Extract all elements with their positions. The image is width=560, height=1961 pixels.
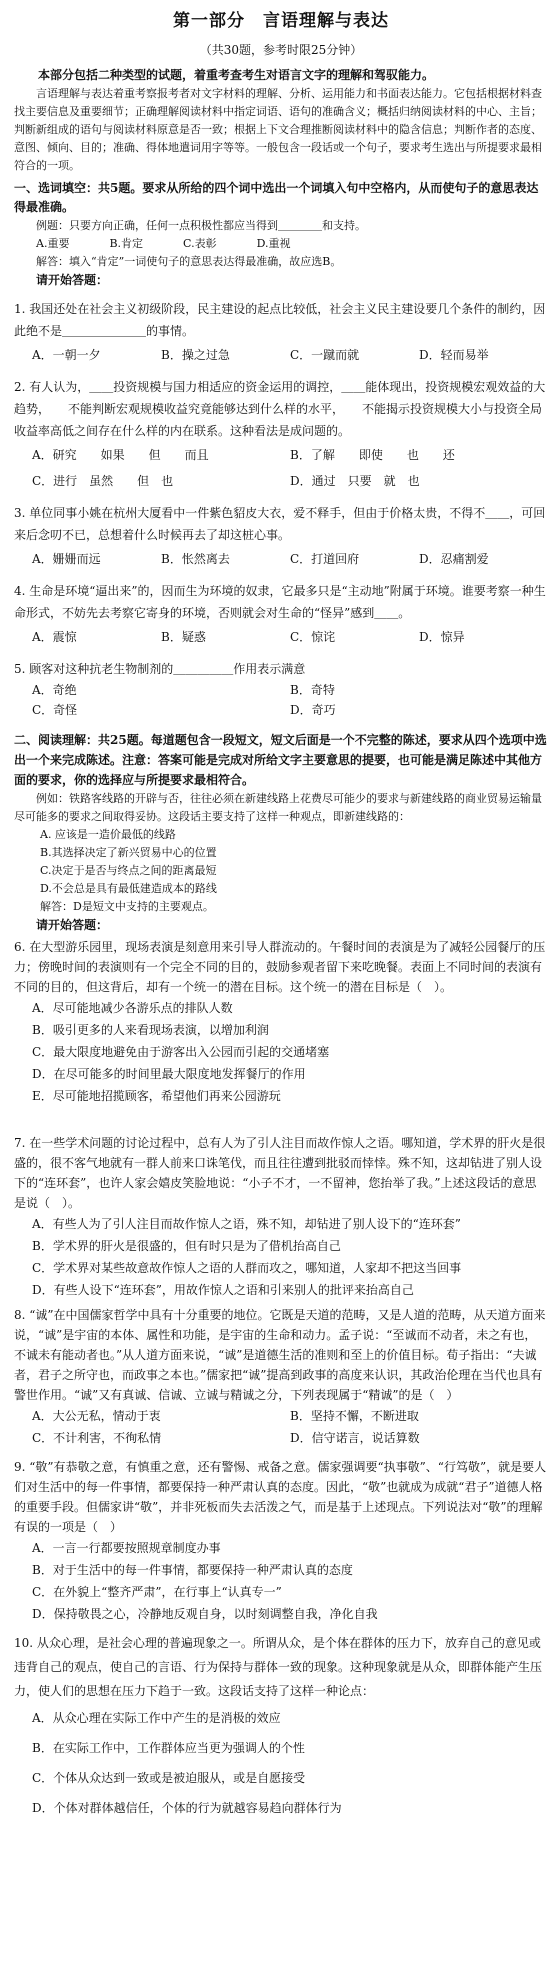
- question-5-options-row1: [14, 680, 548, 700]
- question-5-options-row2: [14, 700, 548, 720]
- question-7-options: [14, 1213, 548, 1301]
- question-9-text: 9. “敬”有恭敬之意，有慎重之意，还有警惕、戒备之意。儒家强调要“执事敬”、“行笃敬”，就是要人们对生活中的每一件事情，都要保持一种严肃认真的态度。因此，“敬”也就成为成就“君子”道德人格的重要手段。但儒家讲“敬”，并非死板而失去活泼之气，而是基于上述现点。下列说法对“敬”的理解有误的一项是（ ）: [14, 1460, 547, 1534]
- example2-option-c: C.决定于是否与终点之间的距离最短: [40, 864, 217, 877]
- question-1-option-c: C．一蹴而就: [290, 348, 360, 362]
- start2-label: 请开始答题：: [36, 918, 109, 932]
- question-9: [14, 1457, 548, 1625]
- question-7: [14, 1133, 548, 1301]
- question-7-option-a: A．有些人为了引人注目而故作惊人之语，殊不知，却钻进了别人设下的“连环套”: [32, 1217, 461, 1231]
- example2-option-d: D.不会总是具有最低建造成本的路线: [40, 882, 217, 895]
- question-3-options: [14, 546, 548, 572]
- question-2-text: 2. 有人认为，＿＿投资规模与国力相适应的资金运用的调控，＿＿能体现出，投资规模宏观效益的大趋势， 不能判断宏观规模收益究竟能够达到什么样的水平， 不能揭示投资规模大小与投资全局收益率高低之间存在什么样的内在联系。这种看法是成问题的。: [14, 380, 546, 438]
- intro-bold: 本部分包括二种类型的试题，着重考查考生对语言文字的理解和驾驭能力。: [38, 68, 435, 82]
- question-3-option-b: B．怅然离去: [161, 552, 230, 566]
- example1-answer: 解答：填入“肯定”一词使句子的意思表达得最准确，故应选B。: [36, 255, 342, 268]
- question-8-option-c: C．不计利害，不徇私情: [32, 1431, 162, 1445]
- question-6-text: 6. 在大型游乐园里，现场表演是刻意用来引导人群流动的。午餐时间的表演是为了减轻公园餐厅的压力；傍晚时间的表演则有一个完全不同的目的，鼓励参观者留下来吃晚餐。表面上不同时间的表演有不同的目的，但这背后，却有一个统一的潜在目标。这个统一的潜在目标是（ ）。: [14, 940, 546, 994]
- example2-stem: 例如：铁路客线路的开辟与否，往往必须在新建线路上花费尽可能少的要求与新建线路的商业贸易运输量尽可能多的要求之间取得妥协。这段话主要支持了这样一种观点，即新建线路的：: [14, 792, 542, 823]
- example2-answer: 解答：D是短文中支持的主要观点。: [40, 900, 214, 913]
- question-6: [14, 937, 548, 1107]
- question-3-option-c: C．打道回府: [290, 552, 360, 566]
- question-8-options-row2: [14, 1427, 548, 1449]
- question-4-option-a: A．震惊: [32, 630, 77, 644]
- question-8-options-row1: [14, 1405, 548, 1427]
- question-1-options: [14, 342, 548, 368]
- question-10-option-a: A．从众心理在实际工作中产生的是消极的效应: [32, 1711, 281, 1725]
- example1-option-a: A.重要: [36, 237, 70, 250]
- example1-option-c: C.表彰: [183, 237, 217, 250]
- example2-options: [14, 826, 548, 916]
- question-4: [14, 580, 548, 650]
- question-5-option-a: A．奇绝: [32, 683, 77, 697]
- question-2: [14, 376, 548, 494]
- question-10-option-c: C．个体从众达到一致或是被迫服从，或是自愿接受: [32, 1771, 306, 1785]
- question-4-text: 4. 生命是环境“逼出来”的，因而生为环境的奴隶，它最多只是“主动地”附属于环境。谁要考察一种生命形式，不妨先去考察它寄身的环境，否则就会对生命的“怪异”感到＿＿。: [14, 584, 546, 620]
- question-10: [14, 1631, 548, 1823]
- question-10-text: 10. 从众心理，是社会心理的普遍现象之一。所谓从众，是个体在群体的压力下，放弃自己的意见或违背自己的观点，使自己的言语、行为保持与群体一致的现象。这种现象就是从众，即群体能产生压力，使人们的思想在压力下趋于一致。这段话支持了这样一种论点：: [14, 1636, 543, 1698]
- example1-stem: 例题：只要方向正确，任何一点积极性都应当得到＿＿＿＿和支持。: [36, 219, 366, 232]
- question-1-option-b: B．操之过急: [161, 348, 230, 362]
- question-5-option-c: C．奇怪: [32, 703, 78, 717]
- question-9-option-d: D．保持敬畏之心，冷静地反观自身，以时刻调整自我，净化自我: [32, 1607, 378, 1621]
- question-10-option-d: D．个体对群体越信任，个体的行为就越容易趋向群体行为: [32, 1801, 342, 1815]
- question-7-option-d: D．有些人设下“连环套”，用故作惊人之语和引来别人的批评来抬高自己: [32, 1283, 414, 1297]
- question-2-option-b: B．了解 即使 也 还: [290, 448, 455, 462]
- example1-option-d: D.重视: [256, 237, 291, 250]
- question-8-option-b: B．坚持不懈，不断进取: [290, 1409, 419, 1423]
- question-6-option-d: D．在尽可能多的时间里最大限度地发挥餐厅的作用: [32, 1067, 306, 1081]
- question-7-option-c: C．学术界对某些故意故作惊人之语的人群而攻之，哪知道，人家却不把这当回事: [32, 1261, 462, 1275]
- question-5-option-d: D．奇巧: [290, 703, 336, 717]
- question-10-option-b: B．在实际工作中，工作群体应当更为强调人的个性: [32, 1741, 305, 1755]
- question-7-text: 7. 在一些学术问题的讨论过程中，总有人为了引人注目而故作惊人之语。哪知道，学术界的肝火是很盛的，很不客气地就有一群人前来口诛笔伐，而且往往遭到批驳而悻悻。殊不知，这却钻进了别人设下的“连环套”，也许人家会嬉皮笑脸地说：“小子不才，一不留神，您抬举了我。”上述这段话的意思是说（ ）。: [14, 1136, 546, 1210]
- question-6-option-a: A．尽可能地减少各游乐点的排队人数: [32, 1001, 233, 1015]
- question-8-option-a: A．大公无私，情动于衷: [32, 1409, 161, 1423]
- question-9-options: [14, 1537, 548, 1625]
- example2-option-a: A. 应该是一造价最低的线路: [40, 828, 176, 841]
- question-4-option-d: D．惊异: [419, 630, 465, 644]
- question-1-option-d: D．轻而易举: [419, 348, 489, 362]
- question-2-option-d: D．通过 只要 就 也: [290, 474, 420, 488]
- question-5-text: 5. 顾客对这种抗老生物制剂的＿＿＿＿＿作用表示满意: [14, 662, 306, 676]
- example1-options: [14, 235, 548, 253]
- start1-label: 请开始答题：: [36, 273, 109, 287]
- page-title: 第一部分 言语理解与表达: [173, 11, 389, 31]
- section2-heading: 二、阅读理解：共25题。每道题包含一段短文，短文后面是一个不完整的陈述，要求从四个选项中选出一个来完成陈述。注意：答案可能是完成对所给文字主要意思的提要，也可能是满足陈述中其他方面的要求，你的选择应与所提要求最相符合。: [14, 733, 547, 787]
- question-9-option-c: C．在外貌上“整齐严肃”，在行事上“认真专一”: [32, 1585, 282, 1599]
- question-8-option-d: D．信守诺言，说话算数: [290, 1431, 420, 1445]
- intro-text: 言语理解与表达着重考察报考者对文字材料的理解、分析、运用能力和书面表达能力。它包括根据材料查找主要信息及重要细节；正确理解阅读材料中指定词语、语句的准确含义；概括归纳阅读材料的中心、主旨；判断新组成的语句与阅读材料原意是否一致；根据上下文合理推断阅读材料中的隐含信息；判断作者的态度、意图、倾向、目的；准确、得体地遣词用字等等。一般包含一段话或一个句子，要求考生选出与所提要求最相符合的一项。: [14, 87, 542, 172]
- question-1-text: 1. 我国还处在社会主义初级阶段，民主建设的起点比较低，社会主义民主建设要几个条件的制约，因此绝不是＿＿＿＿＿＿＿的事情。: [14, 302, 546, 338]
- question-6-options: [14, 997, 548, 1107]
- question-7-option-b: B．学术界的肝火是很盛的，但有时只是为了借机抬高自己: [32, 1239, 341, 1253]
- question-5: [14, 658, 548, 720]
- question-8-text: 8. “诚”在中国儒家哲学中具有十分重要的地位。它既是天道的范畴，又是人道的范畴，从天道方面来说，“诚”是宇宙的本体、属性和功能，是宇宙的生命和动力。孟子说：“至诚而不动者，未之有也，不诚未有能动者也。”从人道方面来说，“诚”是道德生活的准则和至上的价值目标。荀子指出：“夫诚者，君子之所守也，而政事之本也。”儒家把“诚”提高到政事的高度来认识，其政治伦理在当代也具有警世作用。“诚”又有真诚、信诚、立诚与精诚之分，下列表现属于“精诚”的是（ ）: [14, 1308, 546, 1402]
- page-subtitle: （共30题，参考时限25分钟）: [199, 43, 363, 57]
- question-3-option-d: D．忍痛割爱: [419, 552, 489, 566]
- section1-heading: 一、选词填空：共5题。要求从所给的四个词中选出一个词填入句中空格内，从而使句子的意思表达得最准确。: [14, 181, 539, 214]
- question-4-option-c: C．惊诧: [290, 630, 336, 644]
- question-9-option-a: A．一言一行都要按照规章制度办事: [32, 1541, 221, 1555]
- question-3-text: 3. 单位同事小姚在杭州大厦看中一件紫色貂皮大衣，爱不释手，但由于价格太贵，不得不＿＿，可回来后念叨不已，总想着什么时候再去了却这桩心事。: [14, 506, 546, 542]
- question-3-option-a: A．姗姗而远: [32, 552, 101, 566]
- question-2-option-c: C．进行 虽然 但 也: [32, 474, 174, 488]
- question-4-options: [14, 624, 548, 650]
- question-6-option-c: C．最大限度地避免由于游客出入公园而引起的交通堵塞: [32, 1045, 330, 1059]
- question-1-option-a: A．一朝一夕: [32, 348, 101, 362]
- question-2-options-row2: [14, 468, 548, 494]
- question-10-options: [14, 1703, 548, 1823]
- question-3: [14, 502, 548, 572]
- question-6-option-b: B．吸引更多的人来看现场表演，以增加利润: [32, 1023, 269, 1037]
- question-2-options-row1: [14, 442, 548, 468]
- question-1: [14, 298, 548, 368]
- example2-option-b: B.其选择决定了新兴贸易中心的位置: [40, 846, 217, 859]
- question-5-option-b: B．奇特: [290, 683, 335, 697]
- question-2-option-a: A．研究 如果 但 而且: [32, 448, 209, 462]
- question-6-option-e: E．尽可能地招揽顾客，希望他们再来公园游玩: [32, 1089, 281, 1103]
- example1-option-b: B.肯定: [109, 237, 144, 250]
- question-9-option-b: B．对于生活中的每一件事情，都要保持一种严肃认真的态度: [32, 1563, 353, 1577]
- question-8: [14, 1305, 548, 1449]
- question-4-option-b: B．疑惑: [161, 630, 206, 644]
